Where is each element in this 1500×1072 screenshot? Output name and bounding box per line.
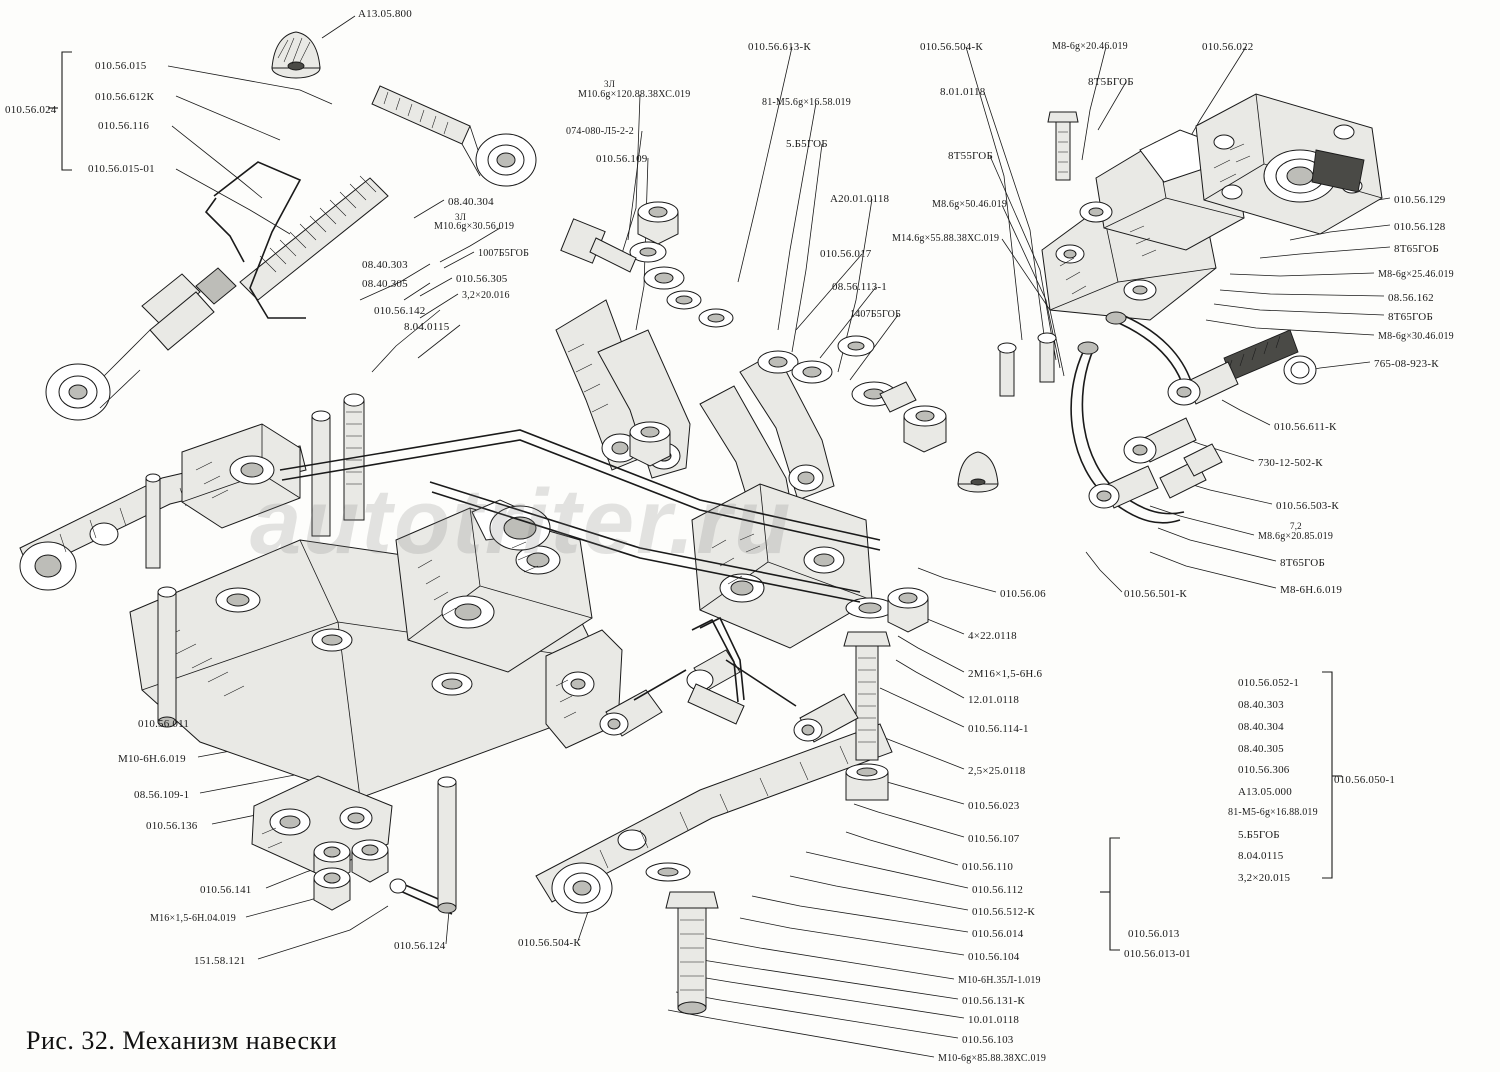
part-label-m16-1-5-6n-04: М16×1,5-6Н.04.019 <box>150 913 236 924</box>
part-label-010-56-611k: 010.56.611-К <box>1274 421 1337 433</box>
part-label-a13-05-000: А13.05.000 <box>1238 786 1292 798</box>
part-label-08-56-113-1: 08.56.113-1 <box>832 281 887 293</box>
part-label-010-56-116: 010.56.116 <box>98 120 150 132</box>
part-label-074-080-l5-2-2: 074-080-Л5-2-2 <box>566 126 634 137</box>
part-label-m8-30-46: М8-6g×30.46.019 <box>1378 331 1454 342</box>
part-label-010-56-512k: 010.56.512-К <box>972 906 1035 918</box>
part-label-12-01-0118: 12.01.0118 <box>968 694 1020 706</box>
part-label-08-40-304-b: 08.40.304 <box>1238 721 1284 733</box>
part-label-a20-01-0118: А20.01.0118 <box>830 193 890 205</box>
part-label-1407b5gob: 1407Б5ГОБ <box>850 309 902 320</box>
part-label-m10-6n-6-019: М10-6Н.6.019 <box>118 753 186 765</box>
part-label-8t65gob-b: 8Т65ГОБ <box>1388 311 1433 323</box>
part-label-m8-6n-6-019: М8-6Н.6.019 <box>1280 584 1343 596</box>
part-label-3l-a: 3Л <box>455 212 467 222</box>
part-label-m8-20-46: М8-6g×20.46.019 <box>1052 41 1128 52</box>
part-label-010-56-109: 010.56.109 <box>596 153 648 165</box>
part-label-7-2: 7,2 <box>1290 521 1302 531</box>
part-label-m10-30-56-019: М10.6g×30.56.019 <box>434 221 515 232</box>
part-label-010-56-050-1: 010.56.050-1 <box>1334 774 1396 786</box>
part-label-730-12-502k: 730-12-502-К <box>1258 457 1323 469</box>
part-label-010-56-504k-bottom: 010.56.504-К <box>518 937 581 949</box>
part-lower-pipe-fittings <box>600 618 858 742</box>
part-label-08-40-305-b: 08.40.305 <box>1238 743 1284 755</box>
part-right-threaded-rod <box>1089 330 1316 508</box>
part-label-010-56-023: 010.56.023 <box>968 800 1020 812</box>
part-label-08-56-109-1: 08.56.109-1 <box>134 789 190 801</box>
part-right-bolt-column <box>844 588 928 800</box>
part-label-010-56-142: 010.56.142 <box>374 305 426 317</box>
part-label-010-56-014: 010.56.014 <box>972 928 1024 940</box>
part-label-010-56-305: 010.56.305 <box>456 273 508 285</box>
part-knob-top <box>272 32 320 78</box>
part-label-m8-50-46: М8.6g×50.46.019 <box>932 199 1008 210</box>
part-label-8t55gob: 8Т55ГОБ <box>948 150 993 162</box>
part-label-m10-120-88: М10.6g×120.88.38ХС.019 <box>578 89 691 100</box>
part-label-010-56-052-1: 010.56.052-1 <box>1238 677 1300 689</box>
part-right-lower-arm <box>536 724 892 913</box>
part-label-08-40-305: 08.40.305 <box>362 278 408 290</box>
part-label-010-56-131k: 010.56.131-К <box>962 995 1025 1007</box>
part-right-center-valve-body <box>692 484 872 648</box>
part-label-8t5bgob: 8Т5БГОБ <box>1088 76 1134 88</box>
part-label-010-56-015: 010.56.015 <box>95 60 147 72</box>
part-label-8-04-0115: 8.04.0115 <box>404 321 450 333</box>
part-label-010-56-013: 010.56.013 <box>1128 928 1180 940</box>
part-label-010-56-06: 010.56.06 <box>1000 588 1046 600</box>
part-label-m8-20-85: М8.6g×20.85.019 <box>1258 531 1334 542</box>
part-label-1007b5gob: 1007Б5ГОБ <box>478 248 530 259</box>
part-label-a13-05-800: А13.05.800 <box>358 8 412 20</box>
part-label-010-56-114-1: 010.56.114-1 <box>968 723 1029 735</box>
part-label-010-56-124: 010.56.124 <box>394 940 446 952</box>
part-label-765-08-923k: 765-08-923-К <box>1374 358 1439 370</box>
part-label-010-56-503k: 010.56.503-К <box>1276 500 1339 512</box>
part-label-010-56-104: 010.56.104 <box>968 951 1020 963</box>
part-label-4x22-0118: 4×22.0118 <box>968 630 1017 642</box>
part-label-151-58-121: 151.58.121 <box>194 955 246 967</box>
part-label-010-56-022: 010.56.022 <box>1202 41 1254 53</box>
part-label-010-56-013-01: 010.56.013-01 <box>1124 948 1191 960</box>
part-cone-knob-right <box>958 452 998 492</box>
part-label-010-56-613k: 010.56.613-К <box>748 41 811 53</box>
part-bracket-block <box>182 424 300 528</box>
part-label-010-56-612k: 010.56.612К <box>95 91 155 103</box>
part-label-3-2x20-015: 3,2×20.015 <box>1238 872 1291 884</box>
part-label-m10-6n-35l-1: М10-6Н.35Л-1.019 <box>958 975 1041 986</box>
part-label-8t65gob-c: 8Т65ГОБ <box>1280 557 1325 569</box>
part-label-010-56-306: 010.56.306 <box>1238 764 1290 776</box>
part-label-81-m5-16-58: 81-М5.6g×16.58.019 <box>762 97 851 108</box>
part-label-3-2x20-016: 3,2×20.016 <box>462 290 510 301</box>
part-label-10-01-0118: 10.01.0118 <box>968 1014 1020 1026</box>
watermark: autotriter.ru <box>250 471 793 573</box>
part-label-m10-85-88: М10-6g×85.88.38ХС.019 <box>938 1053 1047 1064</box>
part-label-5-b5gob: 5.Б5ГОБ <box>786 138 828 150</box>
part-label-010-56-011: 010.56.011 <box>138 718 190 730</box>
part-label-010-56-110: 010.56.110 <box>962 861 1014 873</box>
part-label-010-56-501k: 010.56.501-К <box>1124 588 1187 600</box>
part-long-threaded-rod <box>46 176 388 420</box>
part-label-010-56-136: 010.56.136 <box>146 820 198 832</box>
part-label-5-b5gob-b: 5.Б5ГОБ <box>1238 829 1280 841</box>
part-label-2-5x25-0118: 2,5×25.0118 <box>968 765 1026 777</box>
part-label-010-56-504k-top: 010.56.504-К <box>920 41 983 53</box>
part-label-010-56-107: 010.56.107 <box>968 833 1020 845</box>
figure-caption: Рис. 32. Механизм навески <box>26 1026 338 1055</box>
part-label-m8-25-46: М8-6g×25.46.019 <box>1378 269 1454 280</box>
part-label-010-56-112: 010.56.112 <box>972 884 1024 896</box>
part-label-010-56-141: 010.56.141 <box>200 884 252 896</box>
part-center-right-hexbolt <box>880 382 946 452</box>
part-label-010-56-129: 010.56.129 <box>1394 194 1446 206</box>
part-label-010-56-103: 010.56.103 <box>962 1034 1014 1046</box>
part-label-010-56-017: 010.56.017 <box>820 248 872 260</box>
part-label-010-56-015-01: 010.56.015-01 <box>88 163 155 175</box>
part-label-8t65gob-a: 8Т65ГОБ <box>1394 243 1439 255</box>
part-label-8-01-0118: 8.01.0118 <box>940 86 986 98</box>
part-label-010-56-024: 010.56.024 <box>5 104 57 116</box>
part-label-8-04-0115-b: 8.04.0115 <box>1238 850 1284 862</box>
part-label-3l-b: 3Л <box>604 79 616 89</box>
part-label-08-40-303: 08.40.303 <box>362 259 408 271</box>
part-label-08-40-303-b: 08.40.303 <box>1238 699 1284 711</box>
part-label-2m16-1-5-6n-6: 2М16×1,5-6Н.6 <box>968 668 1043 680</box>
part-label-010-56-128: 010.56.128 <box>1394 221 1446 233</box>
part-upper-link-rod <box>372 86 536 186</box>
part-label-m14-55-88: М14.6g×55.88.38ХС.019 <box>892 233 1000 244</box>
part-label-08-56-162: 08.56.162 <box>1388 292 1434 304</box>
part-label-08-40-304: 08.40.304 <box>448 196 494 208</box>
part-label-81-m5-16-88: 81-М5-6g×16.88.019 <box>1228 807 1318 818</box>
